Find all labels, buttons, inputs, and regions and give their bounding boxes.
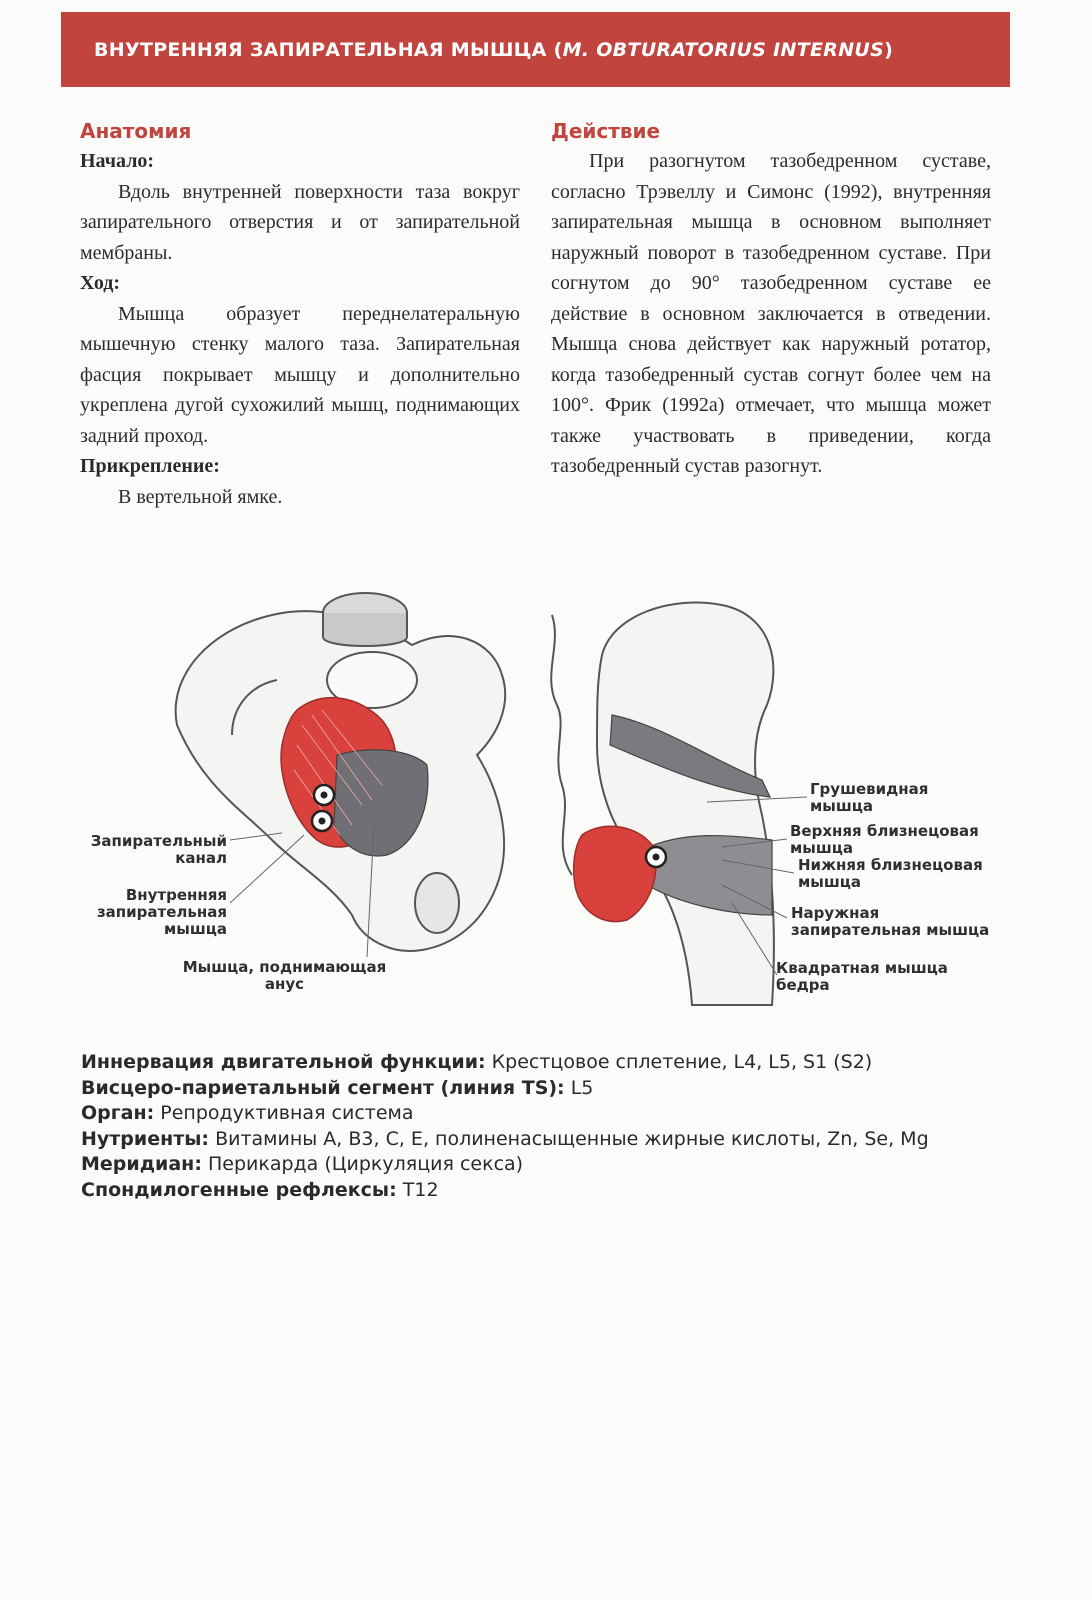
label-gemellus-superior: Верхняя близнецовая мышца	[790, 822, 979, 857]
action-heading: Действие	[551, 119, 661, 143]
anatomy-column	[80, 116, 520, 512]
fact-segment: Висцеро-париетальный сегмент (линия TS): L5	[81, 1076, 594, 1099]
insertion-label: Прикрепление:	[80, 455, 220, 477]
label-obturator-canal: Запирательный канал	[90, 832, 227, 867]
facts-block	[81, 1050, 1001, 1203]
fact-organ: Орган: Репродуктивная система	[81, 1102, 414, 1124]
hip-illustration	[551, 602, 774, 1005]
title-main: ВНУТРЕННЯЯ ЗАПИРАТЕЛЬНАЯ МЫШЦА (	[94, 38, 563, 61]
label-levator-ani: Мышца, поднимающая анус	[182, 958, 387, 993]
insertion-text: В вертельной ямке.	[118, 485, 283, 508]
action-text: При разогнутом тазобедренном суставе, согласно Трэвеллу и Симонс (1992), внутренняя запирательная мышца в основном выполняет наружный поворот в тазобедренном суставе. При согнутом до 90° тазобедренном суставе ее действие в основном заключается в отведении. Мышца снова действует как наружный ротатор, когда тазобедренный сустав согнут более чем на 100°. Фрик (1992a) отмечает, что мышца может также участвовать в приведении, когда тазобедренный сустав разогнут.	[551, 150, 991, 477]
anatomy-figures	[82, 585, 1012, 1015]
fact-innervation: Иннервация двигательной функции: Крестцовое сплетение, L4, L5, S1 (S2)	[81, 1051, 873, 1073]
label-internal-obturator: Внутренняя запирательная мышца	[96, 886, 227, 938]
label-obturator-externus: Наружная запирательная мышца	[791, 904, 990, 939]
title-close: )	[884, 38, 894, 61]
origin-text: Вдоль внутренней поверхности таза вокруг запирательного отверстия и от запирательной мембраны.	[80, 180, 520, 264]
action-column	[551, 116, 991, 482]
fact-nutrients: Нутриенты: Витамины A, B3, C, E, полиненасыщенные жирные кислоты, Zn, Se, Mg	[81, 1127, 929, 1150]
title-latin: M. OBTURATORIUS INTERNUS	[562, 38, 885, 61]
fact-meridian: Меридиан: Перикарда (Циркуляция секса)	[81, 1153, 524, 1175]
label-quadratus-femoris: Квадратная мышца бедра	[776, 959, 948, 994]
course-label: Ход:	[80, 272, 121, 294]
origin-label: Начало:	[80, 150, 155, 172]
label-gemellus-inferior: Нижняя близнецовая мышца	[798, 856, 983, 891]
internal-obturator-muscle-posterior	[574, 826, 656, 921]
fact-reflexes: Спондилогенные рефлексы: T12	[81, 1178, 439, 1201]
title-banner	[61, 12, 1010, 87]
course-text: Мышца образует переднелатеральную мышечную стенку малого таза. Запирательная фасция покрывает мышцу и дополнительно укреплена дугой сухожилий мышц, поднимающих задний проход.	[80, 302, 520, 447]
anatomy-heading: Анатомия	[80, 119, 192, 143]
label-piriformis: Грушевидная мышца	[810, 780, 929, 815]
